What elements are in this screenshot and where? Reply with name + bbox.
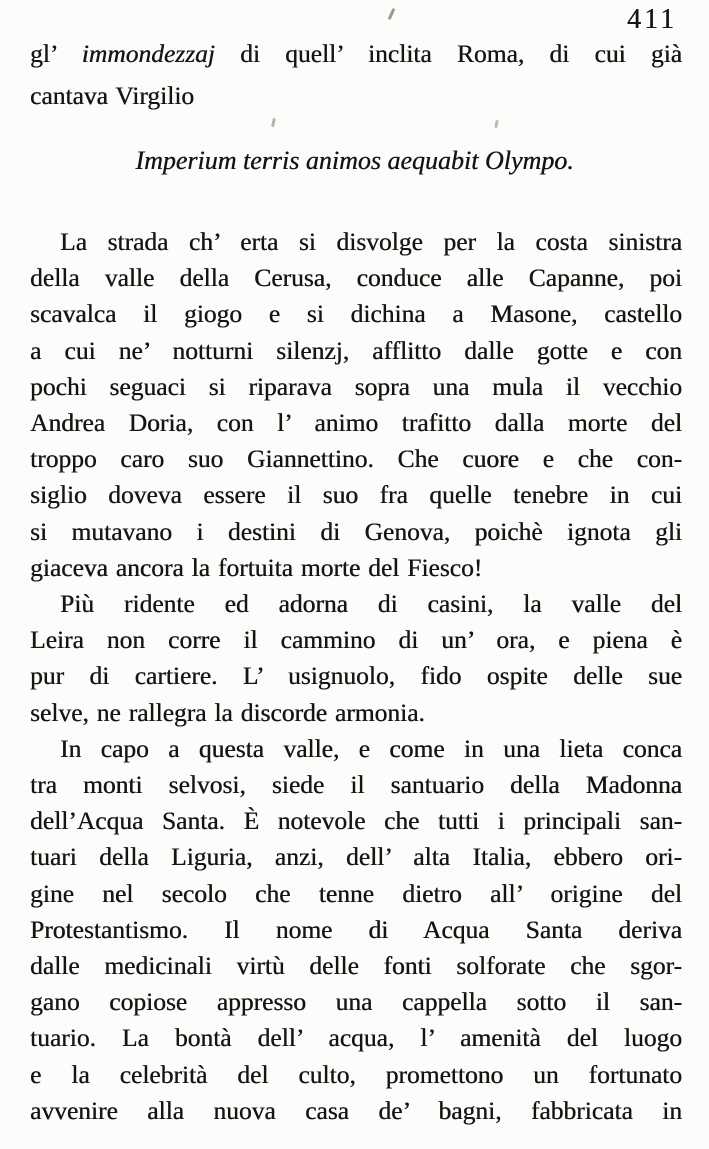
text-run: gl’ — [30, 39, 82, 68]
text-run: In capo a questa valle, e come in una lieta conca — [60, 733, 682, 763]
text-line — [30, 369, 682, 405]
scan-artifact — [388, 8, 396, 20]
paragraph-continuation — [30, 33, 682, 117]
latin-epigraph: Imperium terris animos aequabit Olympo. — [135, 146, 574, 175]
text-run: cantava Virgilio — [30, 81, 195, 110]
text-line — [30, 767, 682, 803]
italic-word: immondezzaj — [81, 39, 215, 68]
text-run: gano copiose appresso una cappella sotto il san- — [30, 987, 682, 1017]
text-line — [30, 33, 682, 75]
text-line — [30, 622, 682, 658]
text-line — [30, 1057, 682, 1093]
text-run: tuari della Liguria, anzi, dell’ alta Italia, ebbero ori- — [30, 842, 682, 872]
scan-artifact — [494, 120, 498, 128]
text-run: pur di cartiere. L’ usignuolo, fido ospite delle sue — [30, 661, 682, 691]
scan-artifact — [271, 118, 276, 127]
text-run: dell’Acqua Santa. È notevole che tutti i principali san- — [30, 806, 682, 836]
text-line — [30, 948, 682, 984]
text-run: tra monti selvosi, siede il santuario della Madonna — [30, 770, 682, 800]
text-line — [30, 296, 682, 332]
text-run: siglio doveva essere il suo fra quelle tenebre in cui — [30, 480, 682, 510]
text-run: di quell’ inclita Roma, di cui già — [214, 39, 683, 68]
body-text — [30, 224, 682, 1129]
text-line — [30, 514, 682, 550]
page-number: 411 — [627, 4, 677, 35]
text-line — [30, 839, 682, 875]
text-run: dalle medicinali virtù delle fonti solforate che sgor- — [30, 951, 682, 981]
text-line — [30, 695, 682, 731]
text-run: scavalca il giogo e si dichina a Masone, castello — [30, 299, 682, 329]
text-line — [30, 1093, 682, 1129]
text-line — [30, 405, 682, 441]
text-run: pochi seguaci si riparava sopra una mula il vecchio — [30, 371, 682, 401]
text-run: gine nel secolo che tenne dietro all’ origine del — [30, 878, 682, 908]
text-line — [30, 586, 682, 622]
text-run: Andrea Doria, con l’ animo trafitto dalla morte del — [30, 408, 682, 438]
text-run: avvenire alla nuova casa de’ bagni, fabbricata in — [30, 1095, 682, 1125]
paragraph — [30, 586, 682, 731]
text-line — [30, 984, 682, 1020]
text-line — [30, 912, 682, 948]
text-run: Più ridente ed adorna di casini, la valle del — [60, 589, 682, 619]
text-run: giaceva ancora la fortuita morte del Fiesco! — [30, 552, 483, 582]
text-run: della valle della Cerusa, conduce alle Capanne, poi — [30, 263, 682, 293]
text-line — [30, 224, 682, 260]
text-run: selve, ne rallegra la discorde armonia. — [30, 697, 425, 727]
text-run: Protestantismo. Il nome di Acqua Santa deriva — [30, 914, 682, 944]
text-run: Leira non corre il cammino di un’ ora, e piena è — [30, 625, 682, 655]
text-run: troppo caro suo Giannettino. Che cuore e che con- — [30, 444, 682, 474]
text-line — [30, 75, 682, 117]
text-line — [30, 803, 682, 839]
text-run: e la celebrità del culto, promettono un fortunato — [30, 1059, 682, 1089]
text-line — [30, 333, 682, 369]
text-line — [30, 477, 682, 513]
paragraph — [30, 731, 682, 1129]
text-line — [30, 441, 682, 477]
paragraph — [30, 224, 682, 586]
text-line — [30, 550, 682, 586]
text-run: tuario. La bontà dell’ acqua, l’ amenità del luogo — [30, 1023, 682, 1053]
text-line — [30, 876, 682, 912]
text-line — [30, 658, 682, 694]
text-run: a cui ne’ notturni silenzj, afflitto dalle gotte e con — [30, 335, 682, 365]
text-run: La strada ch’ erta si disvolge per la costa sinistra — [60, 227, 682, 256]
text-line — [30, 260, 682, 296]
text-run: si mutavano i destini di Genova, poichè ignota gli — [30, 516, 682, 546]
text-line — [30, 731, 682, 767]
text-line — [30, 1020, 682, 1056]
